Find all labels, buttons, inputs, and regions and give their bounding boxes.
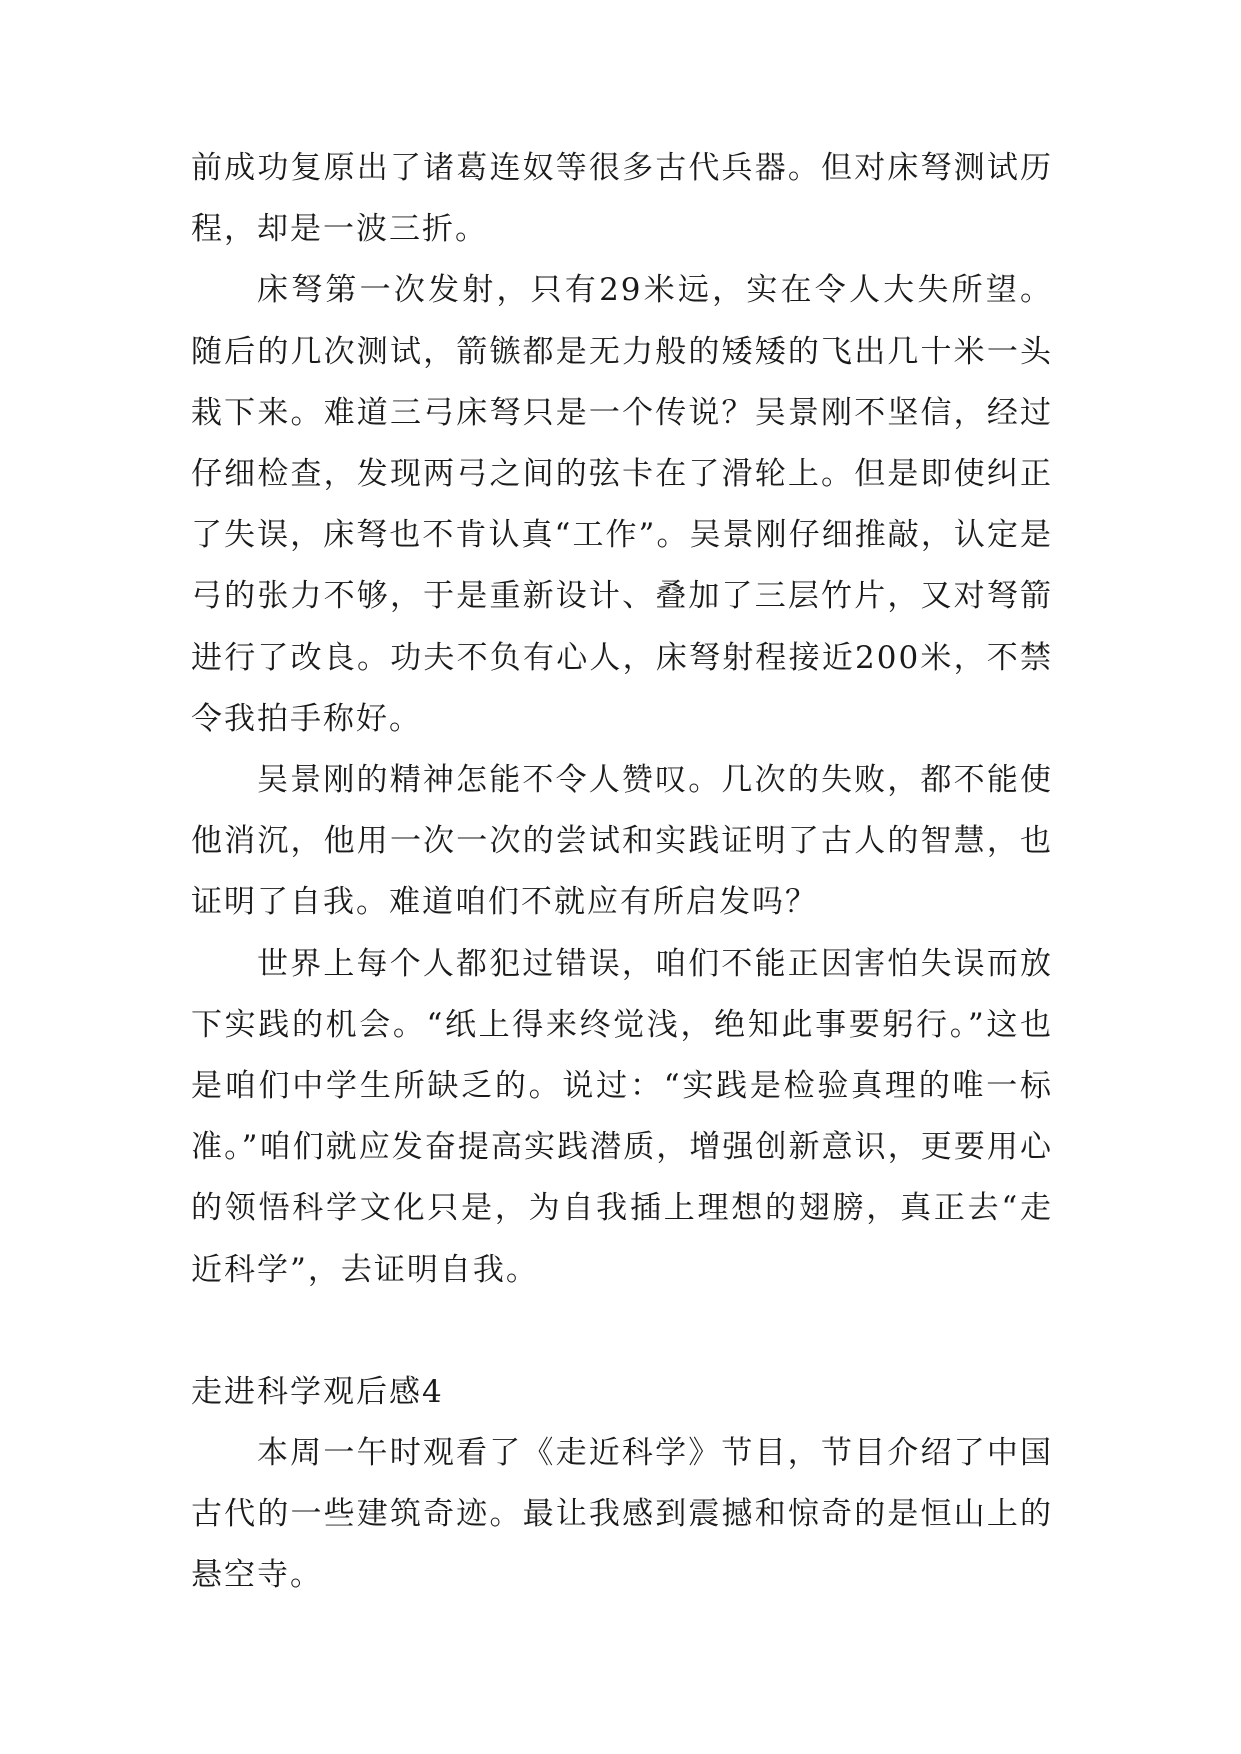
paragraph-practice: 世界上每个人都犯过错误，咱们不能正因害怕失误而放下实践的机会。“纸上得来终觉浅，绝知此事要躬行。”这也是咱们中学生所缺乏的。说过：“实践是检验真理的唯一标准。”咱们就应发奋提高实践潜质，增强创新意识，更要用心的领悟科学文化只是，为自我插上理想的翅膀，真正去“走近科学”，去证明自我。: [191, 945, 1053, 1288]
paragraph-crossbow-test: 床弩第一次发射，只有29米远，实在令人大失所望。随后的几次测试，箭镞都是无力般的矮矮的飞出几十米一头栽下来。难道三弓床弩只是一个传说？吴景刚不坚信，经过仔细检查，发现两弓之间的弦卡在了滑轮上。但是即使纠正了失误，床弩也不肯认真“工作”。吴景刚仔细推敲，认定是弓的张力不够，于是重新设计、叠加了三层竹片，又对弩箭进行了改良。功夫不负有心人，床弩射程接近200米，不禁令我拍手称好。: [191, 272, 1053, 737]
paragraph-continued: 前成功复原出了诸葛连奴等很多古代兵器。但对床弩测试历程，却是一波三折。: [191, 150, 1053, 248]
paragraph-hanging-temple: 本周一午时观看了《走近科学》节目，节目介绍了中国古代的一些建筑奇迹。最让我感到震撼和惊奇的是恒山上的悬空寺。: [191, 1435, 1053, 1594]
section-heading: 走进科学观后感4: [191, 1373, 444, 1410]
paragraph-spirit: 吴景刚的精神怎能不令人赞叹。几次的失败，都不能使他消沉，他用一次一次的尝试和实践证明了古人的智慧，也证明了自我。难道咱们不就应有所启发吗？: [191, 762, 1053, 921]
document-body: [191, 138, 1053, 1607]
